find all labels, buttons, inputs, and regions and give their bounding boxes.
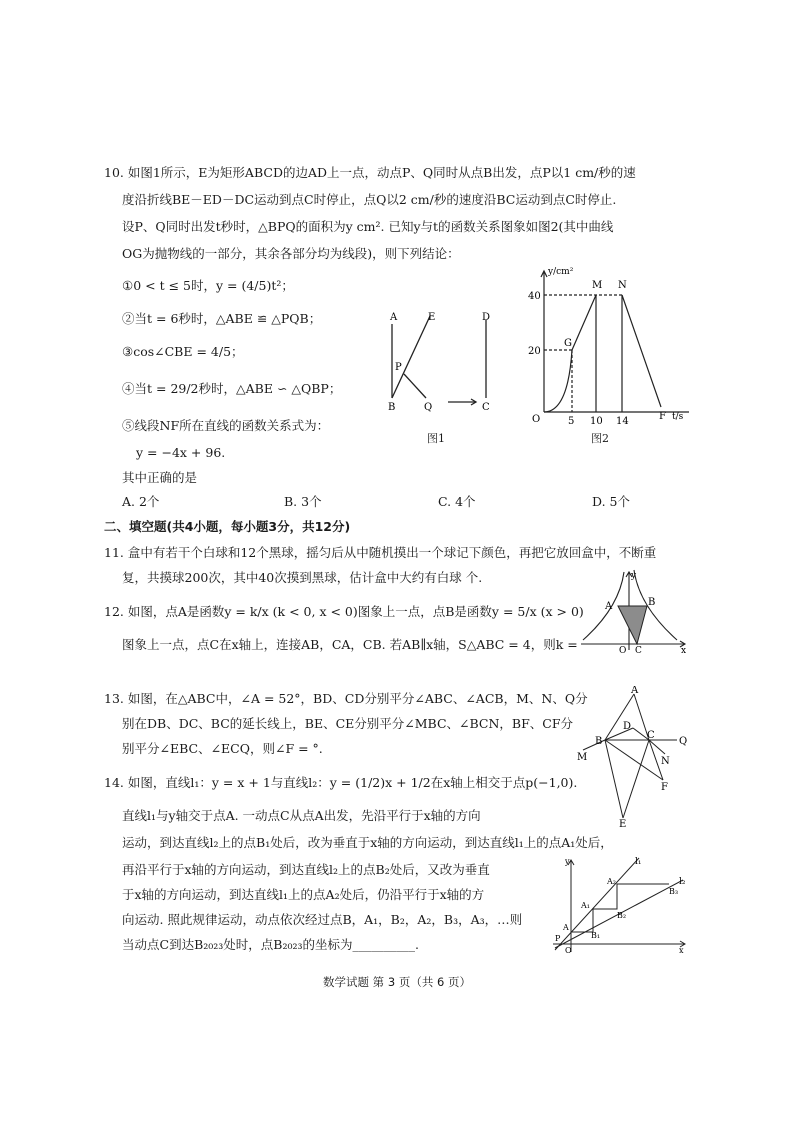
q10-figure-2-caption: 图2 [591,432,609,445]
fig2-point-m: M [592,280,603,291]
q10-option-4: ④当t = 29/2秒时，△ABE ∽ △QBP； [122,381,342,396]
q10-line-4: OG为抛物线的一部分，其余各部分均为线段)，则下列结论： [122,246,460,261]
fig2-point-g: G [564,338,572,349]
q13-label-d: D [623,721,632,732]
q13-segment-be [605,740,623,818]
q10-line-2: 度沿折线BE－ED－DC运动到点C时停止，点Q以2 cm/秒的速度沿BC运动到点C时停止. [122,192,617,207]
q13-line-3: 别平分∠EBC、∠ECQ，则∠F = °. [122,741,323,756]
q12-line-2: 图象上一点，点C在x轴上，连接AB，CA，CB. 若AB∥x轴，S△ABC = 4，则k = [122,637,578,652]
q11-line-1: 11. 盒中有若干个白球和12个黑球，摇匀后从中随机摸出一个球记下颜色，再把它放回盒中，不断重 [104,545,657,560]
q14-label-a: A [563,923,569,932]
q13-label-c: C [647,730,655,741]
q13-segment-ce [623,740,649,818]
q14-label-l1: l₁ [635,857,642,867]
q10-option-5: ⑤线段NF所在直线的函数关系式为： [122,418,330,433]
q10-option-1: ①0 < t ≤ 5时，y = (4/5)t²； [122,278,294,293]
q11-line-2: 复，共摸球200次，其中40次摸到黑球，估计盒中大约有白球 个. [122,570,483,585]
fig2-point-f: F [659,411,666,422]
q14-line-1: 14. 如图，直线l₁：y = x + 1与直线l₂：y = (1/2)x + 1/2在x轴上相交于点p(−1,0). [104,775,578,790]
q13-label-f: F [661,782,668,793]
q14-label-a2: A₂ [607,877,616,886]
fig1-segment-be [392,316,430,398]
fig1-label-q: Q [424,402,433,413]
q13-segment-bf [605,740,663,780]
q10-option-2: ②当t = 6秒时，△ABE ≌ △PQB； [122,311,322,326]
fig1-label-a: A [390,312,398,323]
q14-line-4: 再沿平行于x轴的方向运动，到达直线l₂上的点B₂处后，又改为垂直 [122,862,490,877]
fig2-point-o: O [532,414,541,425]
q14-label-b2: B₂ [617,911,627,920]
fig2-curve-og [544,350,572,412]
q14-label-l2: l₂ [679,877,686,887]
fig1-label-e: E [428,312,436,323]
q12-label-y: y [631,571,637,581]
section-2-heading: 二、填空题(共4小题，每小题3分，共12分) [104,519,351,534]
q10-line-3: 设P、Q同时出发t秒时，△BPQ的面积为y cm². 已知y与t的函数关系图象如图2(其中曲线 [122,219,614,234]
q13-line-1: 13. 如图，在△ABC中，∠A = 52°，BD、CD分别平分∠ABC、∠ACB，M、N、Q分 [104,691,588,706]
q10-figure-1-caption: 图1 [427,432,445,445]
q12-figure [577,566,692,654]
q10-option-3: ③cos∠CBE = 4/5； [122,344,244,359]
q14-label-o: O [565,946,572,954]
q14-figure [551,854,691,954]
fig2-x-axis-label: t/s [672,412,684,422]
fig1-label-b: B [388,402,396,413]
q10-figure-2 [524,262,699,427]
q12-line-1: 12. 如图，点A是函数y = k/x (k < 0, x < 0)图象上一点，点B是函数y = 5/x (x > 0) [104,604,584,619]
fig2-tick-20: 20 [528,346,541,357]
q10-choice-c: C. 4个 [438,494,476,509]
fig1-label-c: C [482,402,490,413]
q12-triangle-abc [618,606,647,644]
q10-figure-1 [378,306,508,426]
fig2-point-n: N [618,280,627,291]
q14-label-b3: B₃ [669,887,679,896]
fig2-tick-5: 5 [568,416,575,427]
q12-label-o: O [619,646,627,654]
q14-label-x: x [679,946,684,954]
q14-label-y: y [565,857,570,866]
q14-line-3: 运动，到达直线l₂上的点B₁处后，改为垂直于x轴的方向运动，到达直线l₁上的点A₁处后， [122,835,613,850]
q10-prompt: 其中正确的是 [122,470,198,485]
q13-label-m: M [577,752,588,763]
q14-label-b1: B₁ [591,931,601,940]
q14-line-6: 向运动. 照此规律运动，动点依次经过点B，A₁，B₂，A₂，B₃，A₃，…则 [122,912,523,927]
q14-label-a1: A₁ [581,901,590,910]
q14-line-5: 于x轴的方向运动，到达直线l₁上的点A₂处后，仍沿平行于x轴的方 [122,887,485,902]
q13-label-n: N [661,756,670,767]
q12-label-x: x [681,646,687,654]
q12-label-a: A [605,601,613,612]
q10-choice-d: D. 5个 [592,494,630,509]
fig2-y-axis-label: y/cm² [548,267,574,277]
q10-option-5-formula: y = −4x + 96. [136,445,226,460]
q13-label-e: E [619,819,627,828]
q12-label-b: B [648,597,656,608]
q13-side-ab [605,694,634,740]
fig2-tick-10: 10 [590,416,603,427]
q13-label-b: B [595,736,603,747]
q14-label-p: P [555,934,561,943]
fig2-segment-nf [622,295,661,407]
fig2-tick-14: 14 [616,416,629,427]
q13-label-q: Q [679,736,688,747]
q14-line-2: 直线l₁与y轴交于点A. 一动点C从点A出发，先沿平行于x轴的方向 [122,808,481,823]
fig2-tick-40: 40 [528,291,541,302]
fig1-label-d: D [482,312,491,323]
fig1-segment-pq [404,374,426,398]
q13-label-a: A [631,686,639,696]
q10-choice-b: B. 3个 [284,494,322,509]
fig2-segment-gm [572,295,596,350]
q13-figure [575,686,695,828]
q12-label-c: C [635,646,642,654]
q13-line-2: 别在DB、DC、BC的延长线上，BE、CE分别平分∠MBC、∠BCN，BF、CF分 [122,716,574,731]
q10-line-1: 10. 如图1所示，E为矩形ABCD的边AD上一点，动点P、Q同时从点B出发，点P以1 cm/秒的速 [104,165,636,180]
q14-line-7: 当动点C到达B₂₀₂₃处时，点B₂₀₂₃的坐标为__________. [122,937,419,952]
fig1-label-p: P [395,362,402,373]
q10-choice-a: A. 2个 [122,494,160,509]
page-footer: 数学试题 第 3 页（共 6 页） [323,975,471,989]
